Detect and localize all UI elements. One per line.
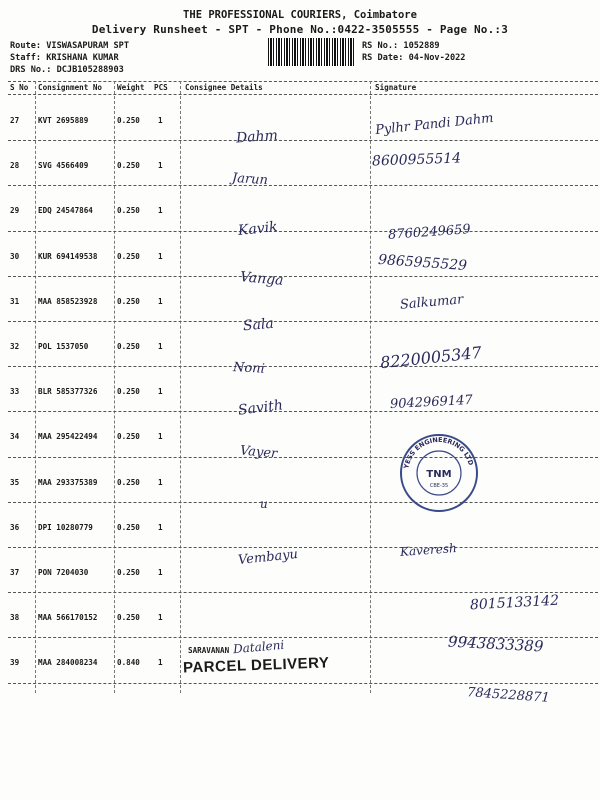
runsheet-table [8,81,598,706]
barcode [268,38,356,66]
cell-consignment: MAA 858523928 [38,296,98,306]
cell-pcs: 1 [158,613,163,623]
cell-sno: 33 [10,387,20,397]
company-seal [398,432,480,514]
cell-weight: 0.250 [117,522,140,532]
cell-consignment: KVT 2695889 [38,116,89,125]
consignee-handwriting: Noni [232,360,266,377]
table-row [8,457,598,502]
cell-pcs: 1 [158,568,163,577]
consignee-handwriting: Dataleni [232,637,285,657]
signature-handwriting: Salkumar [399,292,464,313]
consignee-handwriting: Savith [237,397,284,419]
rs-date: RS Date: 04-Nov-2022 [362,53,466,63]
col-pcs: PCS [154,83,168,92]
col-consignment: Consignment No [38,83,103,92]
table-row [8,95,598,140]
signature-handwriting: 9865955529 [377,251,468,275]
cell-sno: 30 [10,251,20,261]
cell-sno: 36 [10,522,20,532]
seal-sub: CBE-35 [429,483,449,489]
cell-consignment: EDQ 24547864 [38,206,93,216]
cell-weight: 0.250 [117,613,140,623]
col-consignee: Consignee Details [185,83,263,92]
cell-sno: 31 [10,296,20,306]
table-row [8,321,598,366]
cell-weight: 0.250 [117,251,140,261]
col-signature: Signature [375,83,417,92]
col-sno: S No [10,83,29,92]
cell-sno: 39 [10,658,20,668]
seal-text: YESS ENGINEERING LTD [402,435,475,470]
cell-pcs: 1 [158,116,163,125]
cell-weight: 0.250 [117,432,140,442]
cell-consignment: MAA 295422494 [38,432,98,442]
signature-handwriting: 8760249659 [387,222,472,243]
svg-text:YESS ENGINEERING LTD [402,436,475,470]
cell-weight: 0.250 [117,161,140,171]
cell-weight: 0.840 [117,658,140,668]
cell-pcs: 1 [158,477,163,487]
signature-handwriting: 8220005347 [379,342,483,373]
table-row [8,231,598,276]
consignee-handwriting: Jarun [231,170,269,189]
table-row [8,592,598,637]
cell-consignment: MAA 284008234 [38,658,98,668]
cell-weight: 0.250 [117,568,140,577]
table-row [8,547,598,592]
cell-sno: 35 [10,477,20,487]
cell-consignment: MAA 293375389 [38,477,98,487]
cell-pcs: 1 [158,342,163,351]
consignee-handwriting: Dahm [235,127,279,147]
consignee-handwriting: Sala [242,315,275,335]
cell-pcs: 1 [158,161,163,171]
signature-handwriting: 8015133142 [469,592,560,614]
parcel-delivery-stamp: PARCEL DELIVERY [182,654,330,677]
cell-pcs: 1 [158,296,163,306]
table-row [8,185,598,230]
staff-label: Staff: KRISHANA KUMAR [10,53,119,63]
cell-weight: 0.250 [117,206,140,216]
cell-consignment: SVG 4566409 [38,161,89,171]
stamp-name: SARAVANAN [188,646,230,655]
cell-sno: 34 [10,432,20,442]
cell-pcs: 1 [158,206,163,216]
cell-pcs: 1 [158,658,163,668]
cell-weight: 0.250 [117,116,140,125]
rs-number: RS No.: 1052889 [362,41,440,51]
signature-handwriting: 9943833389 [447,632,544,656]
table-row [8,276,598,321]
cell-consignment: POL 1537050 [38,342,89,351]
cell-weight: 0.250 [117,387,140,397]
signature-handwriting: Kaveresh [399,541,458,559]
cell-weight: 0.250 [117,477,140,487]
cell-sno: 38 [10,613,20,623]
cell-sno: 28 [10,161,20,171]
cell-consignment: PON 7204030 [38,568,89,577]
cell-sno: 32 [10,342,20,351]
consignee-handwriting: Vanga [239,269,285,289]
consignee-handwriting: Kavik [237,218,279,240]
table-row [8,366,598,411]
signature-handwriting: Pylhr Pandi Dahm [374,110,495,139]
company-title: THE PROFESSIONAL COURIERS, Coimbatore [183,9,417,21]
cell-weight: 0.250 [117,342,140,351]
cell-pcs: 1 [158,522,163,532]
table-row [8,411,598,456]
cell-sno: 29 [10,206,20,216]
cell-consignment: MAA 566170152 [38,613,98,623]
signature-handwriting: 7845228871 [466,685,551,706]
runsheet-title: Delivery Runsheet - SPT - Phone No.:0422-3505555 - Page No.:3 [91,23,509,36]
table-header [8,81,598,94]
cell-consignment: DPI 10280779 [38,522,93,532]
cell-pcs: 1 [158,251,163,261]
cell-sno: 37 [10,568,20,577]
cell-pcs: 1 [158,432,163,442]
route-label: Route: VISWASAPURAM SPT [10,41,129,51]
consignee-handwriting: u [260,497,268,511]
table-row [8,140,598,185]
cell-consignment: KUR 694149538 [38,251,98,261]
consignee-handwriting: Vayer [239,443,278,462]
consignee-handwriting: Vembayu [237,546,299,569]
table-row [8,502,598,547]
cell-weight: 0.250 [117,296,140,306]
drs-label: DRS No.: DCJB105288903 [10,65,124,75]
cell-pcs: 1 [158,387,163,397]
cell-consignment: BLR 585377326 [38,387,98,397]
signature-handwriting: 9042969147 [389,392,474,413]
cell-sno: 27 [10,116,20,125]
col-weight: Weight [117,83,145,92]
signature-handwriting: 8600955514 [371,150,462,170]
seal-center: TNM [426,469,452,480]
